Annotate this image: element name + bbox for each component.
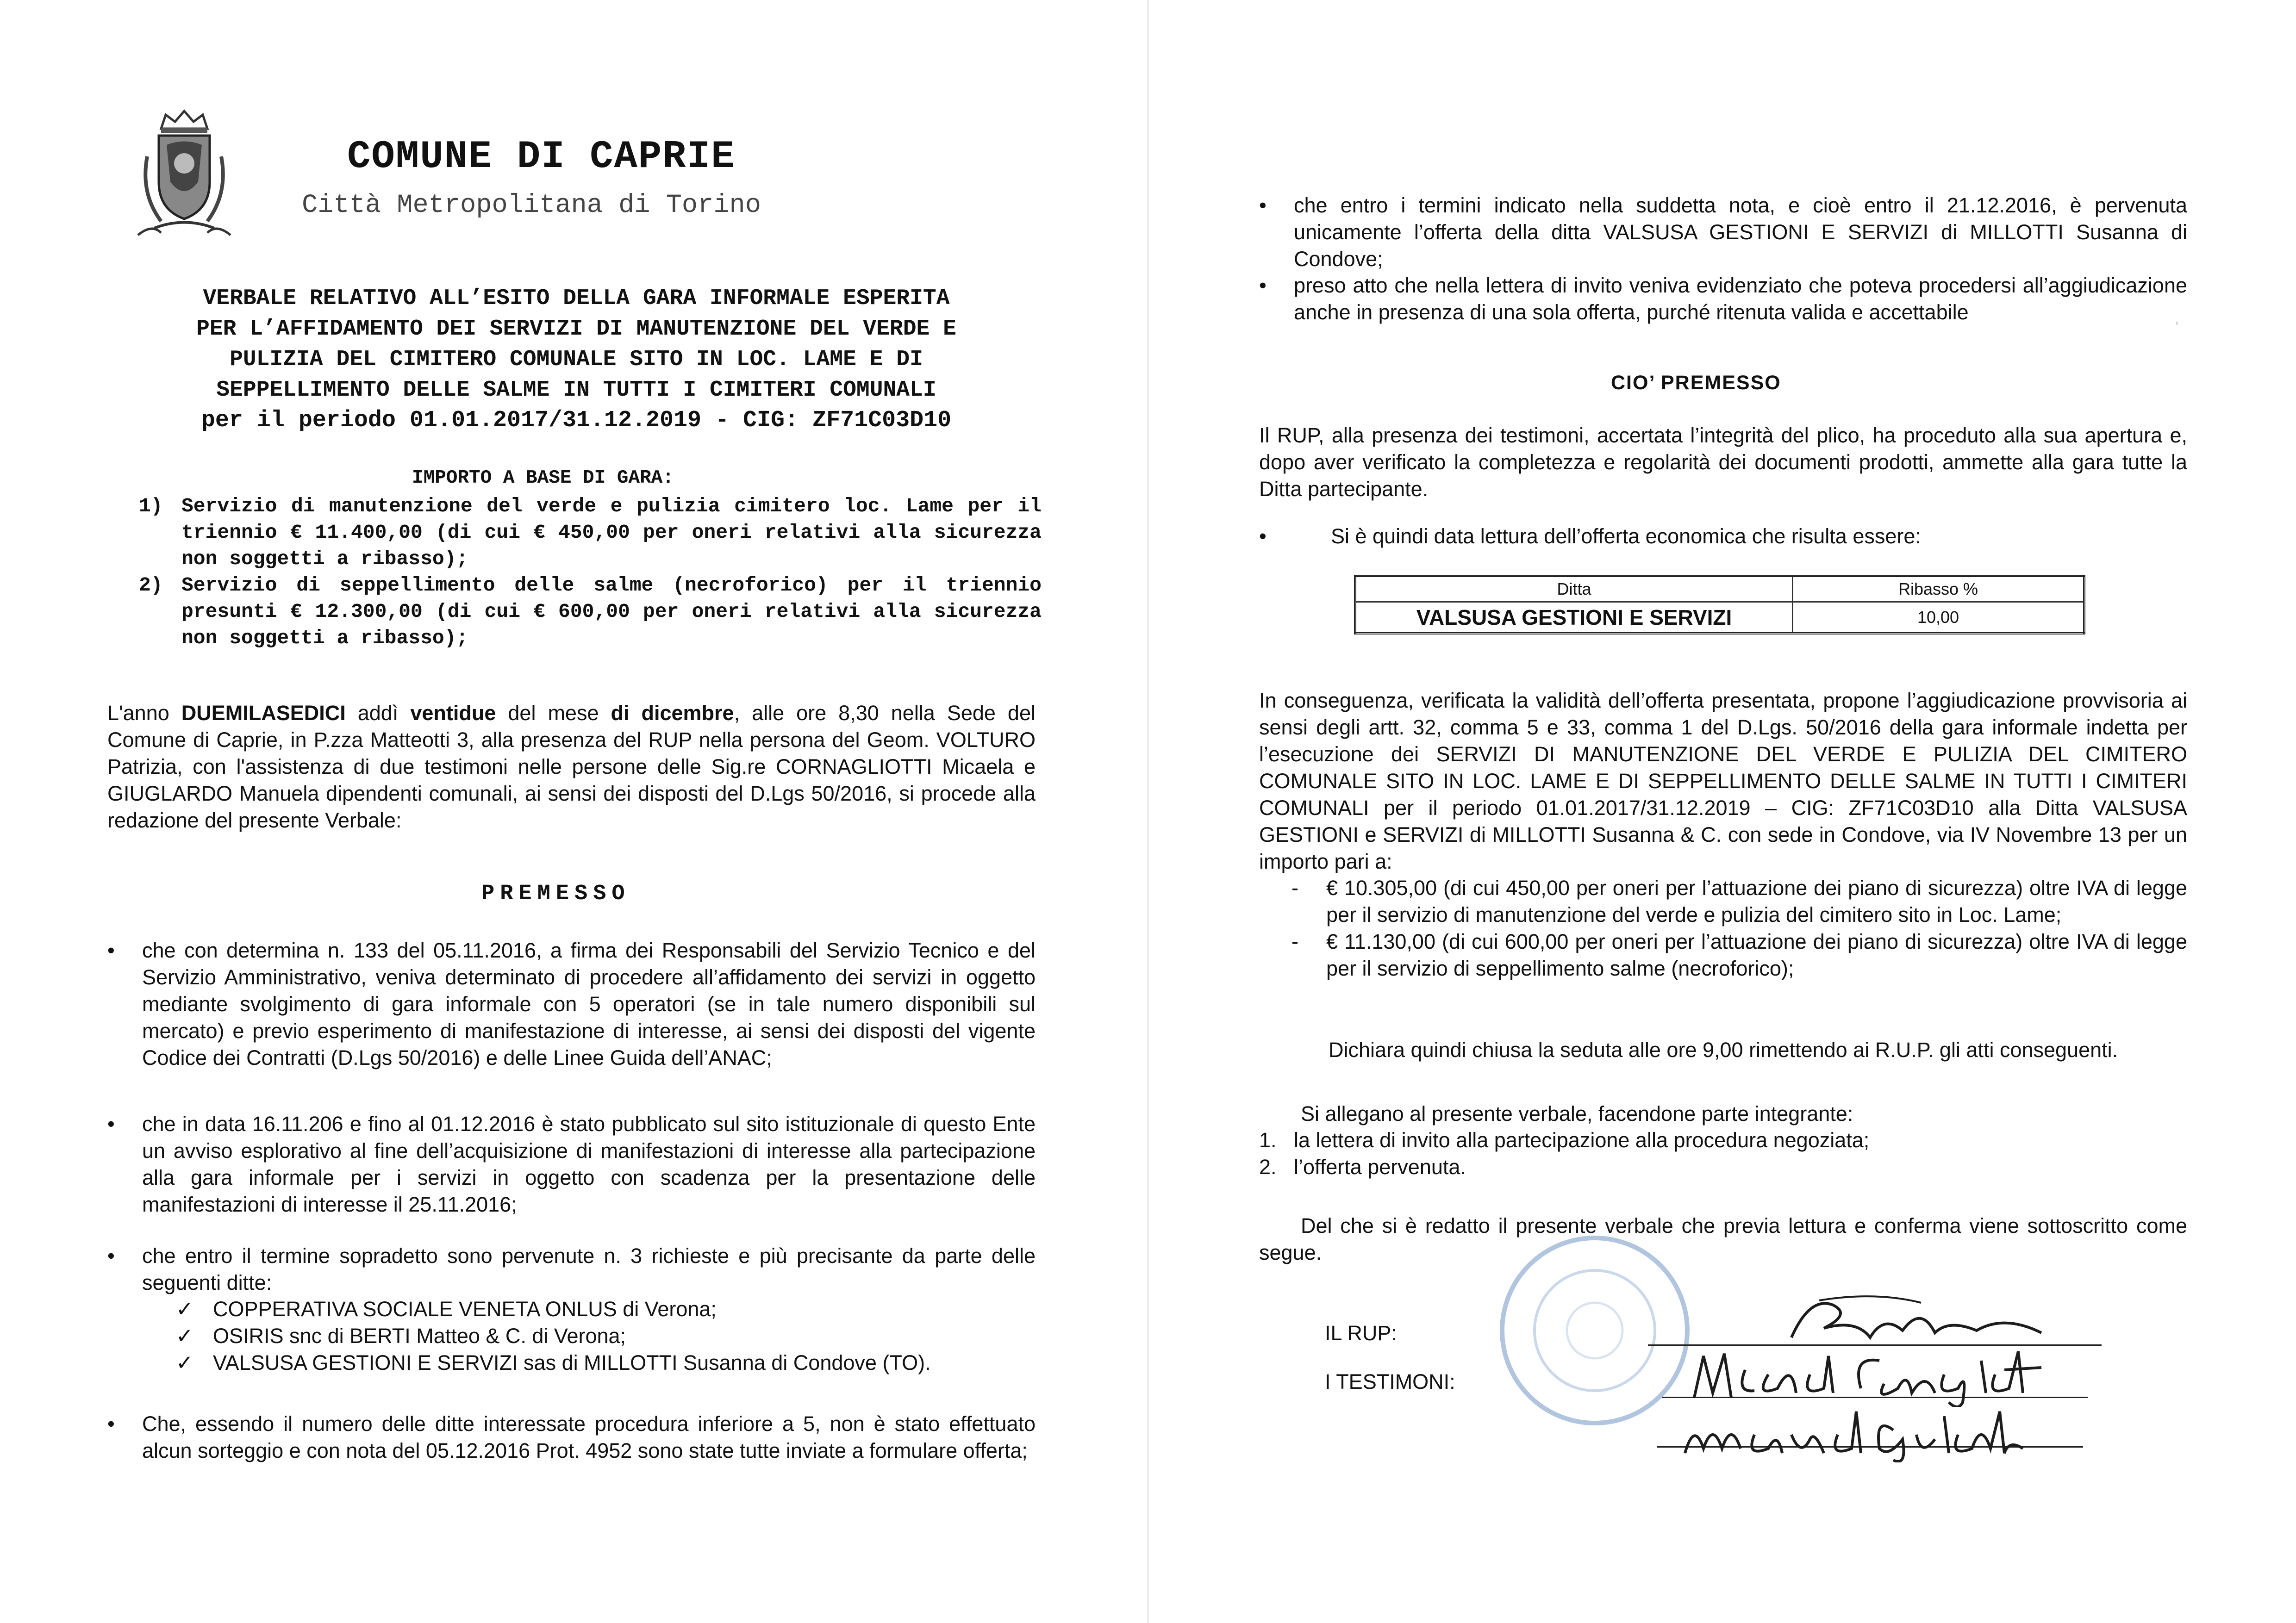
conseguenza-paragraph: In conseguenza, verificata la validità dell’offerta presentata, propone l’aggiudicazione provvisoria ai sensi degli artt. 32, comma 5 e 33, comma 1 del D.Lgs. 50/2016 della gara informale indetta per l’esecuzione dei SERVIZI DI MANUTENZIONE DEL VERDE E PULIZIA DEL CIMITERO COMUNALE SITO IN LOC. LAME E DI SEPPELLIMENTO DELLE SALME IN TUTTI I CIMITERI COMUNALI per il periodo 01.01.2017/31.12.2019 – CIG: ZF71C03D10 alla Ditta VALSUSA GESTIONI e SERVIZI di MILLOTTI Susanna & C. con sede in Condove, via IV Novembre 13 per un importo pari a: [1259, 689, 2187, 873]
premesso-item-text: che con determina n. 133 del 05.11.2016, a firma dei Responsabili del Servizio Tecnico e del Servizio Amministrativo, veniva determinato di procedere all’affidamento dei servizi in oggetto mediante svolgimento di gara informale con 5 operatori (se in tale numero disponibili sul mercato) e previo esperimento di manifestazione di interesse, ai sensi dei disposti del vigente Codice dei Contratti (D.Lgs 50/2016) e delle Linee Guida dell’ANAC; [142, 939, 1036, 1070]
ditta-name: OSIRIS snc di BERTI Matteo & C. di Verona; [213, 1324, 626, 1348]
offer-table [1354, 575, 2085, 634]
intro-text: addì [345, 701, 411, 725]
lettura-text: Si è quindi data lettura dell’offerta economica che risulta essere: [1331, 524, 1921, 548]
allegato-item [1259, 1127, 1869, 1154]
premesso-item [107, 1411, 1036, 1464]
testimoni-label: I TESTIMONI: [1325, 1370, 1455, 1393]
premesso-item-text: Che, essendo il numero delle ditte interessate procedura inferiore a 5, non è stato effettuato alcun sorteggio e con nota del 05.12.2016 Prot. 4952 sono state tutte inviate a formulare offerta; [142, 1412, 1036, 1462]
table-row [1355, 602, 2084, 634]
cell-ditta: VALSUSA GESTIONI E SERVIZI [1355, 602, 1793, 634]
column-header-ribasso: Ribasso % [1793, 576, 2084, 602]
rup-label: IL RUP: [1325, 1321, 1397, 1345]
cio-premesso-heading: CIO’ PREMESSO [1611, 372, 1781, 394]
intro-text: L'anno [107, 701, 181, 725]
intro-day: ventidue [410, 701, 496, 725]
importo-list [139, 493, 1042, 651]
allegato-text: la lettera di invito alla partecipazione alla procedura negoziata; [1294, 1128, 1870, 1152]
dash-bullet-icon: - [1292, 876, 1298, 900]
chiusura-paragraph: Dichiara quindi chiusa la seduta alle ore 9,00 rimettendo ai R.U.P. gli atti conseguenti. [1329, 1038, 2118, 1062]
ditte-list [176, 1296, 931, 1376]
dash-bullet-icon: - [1292, 930, 1298, 953]
allegati-list [1259, 1127, 1869, 1181]
table-header-row [1355, 576, 2084, 602]
bullet-icon: • [1259, 524, 1267, 548]
coat-of-arms-logo [129, 101, 240, 240]
checkmark-icon: ✓ [176, 1324, 193, 1348]
testimone-signature-cornagliotti [1685, 1342, 2083, 1407]
checkmark-icon: ✓ [176, 1351, 193, 1374]
bullet-icon: • [107, 1412, 115, 1436]
ditta-item [176, 1323, 931, 1349]
bullet-icon: • [107, 1244, 115, 1268]
premesso-item-text: che in data 16.11.206 e fino al 01.12.2016 è stato pubblicato sul sito istituzionale di questo Ente un avviso esplorativo al fine dell’acquisizione di manifestazioni di interesse alla partecipazione alla gara informale per i servizi in oggetto con scadenza per la presentazione delle manifestazioni di interesse il 25.11.2016; [142, 1112, 1036, 1216]
document-subject [102, 283, 1051, 436]
importo-item-text: Servizio di manutenzione del verde e pulizia cimitero loc. Lame per il triennio € 11.400,00 (di cui € 450,00 per oneri relativi alla sicurezza non soggetti a ribasso); [181, 495, 1042, 570]
ditta-name: COPPERATIVA SOCIALE VENETA ONLUS di Verona; [213, 1297, 717, 1321]
amount-item [1292, 928, 2187, 982]
column-header-ditta: Ditta [1355, 576, 1793, 602]
lettura-item [1259, 523, 2187, 550]
scan-artifact: ' [2176, 319, 2178, 335]
intro-text: , alle ore 8,30 nella Sede del Comune di Caprie, in P.zza Matteotti 3, alla presenza del RUP nella persona del Geom. VOLTURO Patrizia, con l'assistenza di due testimoni nelle persone delle Sig.re CORNAGLIOTTI Micaela e GIUGLARDO Manuela dipendenti comunali, ai sensi dei disposti del D.Lgs 50/2016, si procede alla redazione del presente Verbale: [107, 701, 1036, 832]
closing-paragraph: Del che si è redatto il presente verbale che previa lettura e conferma viene sottoscritto come segue. [1259, 1214, 2187, 1264]
premesso-item [107, 1243, 1036, 1296]
ditta-item [176, 1296, 931, 1323]
importo-item-number: 1) [139, 495, 163, 517]
amounts-list [1292, 875, 2187, 982]
premesso-item-text: che entro i termini indicato nella suddetta nota, e cioè entro il 21.12.2016, è pervenuta unicamente l’offerta della ditta VALSUSA GESTIONI E SERVIZI di MILLOTTI Susanna di Condove; [1294, 193, 2187, 271]
premesso-item [1259, 192, 2187, 273]
premesso-item-text: che entro il termine sopradetto sono pervenute n. 3 richieste e più precisante da parte delle seguenti ditte: [142, 1244, 1036, 1294]
allegati-intro: Si allegano al presente verbale, facendone parte integrante: [1301, 1102, 1853, 1126]
premesso-item-text: preso atto che nella lettera di invito veniva evidenziato che poteva procedersi all’aggiudicazione anche in presenza di una sola offerta, purché ritenuta valida e accettabile [1294, 274, 2187, 324]
bullet-icon: • [107, 1112, 115, 1136]
premesso-item [1259, 272, 2187, 326]
amount-item [1292, 875, 2187, 928]
allegato-text: l’offerta pervenuta. [1294, 1155, 1466, 1179]
subject-line: PER L’AFFIDAMENTO DEI SERVIZI DI MANUTENZIONE DEL VERDE E [196, 317, 956, 342]
intro-month: di dicembre [611, 701, 734, 725]
premesso-item [107, 1111, 1036, 1218]
ditta-item [176, 1349, 931, 1376]
bullet-icon: • [107, 939, 115, 962]
importo-item-text: Servizio di seppellimento delle salme (necroforico) per il triennio presunti € 12.300,00 (di cui € 600,00 per oneri relativi alla sicurezza non soggetti a ribasso); [181, 574, 1042, 649]
importo-item-number: 2) [139, 574, 163, 597]
bullet-icon: • [1259, 193, 1267, 217]
page-title: COMUNE DI CAPRIE [347, 135, 736, 179]
checkmark-icon: ✓ [176, 1297, 193, 1321]
intro-text: del mese [496, 701, 611, 725]
cell-ribasso: 10,00 [1793, 602, 2084, 634]
page-subtitle: Città Metropolitana di Torino [302, 191, 761, 220]
rup-paragraph: Il RUP, alla presenza dei testimoni, accertata l’integrità del plico, ha proceduto alla sua apertura e, dopo aver verificato la completezza e regolarità dei documenti prodotti, ammette alla gara tutte la Ditta partecipante. [1259, 423, 2187, 501]
importo-heading: IMPORTO A BASE DI GARA: [412, 467, 674, 489]
testimone-signature-giuglardo [1676, 1402, 2037, 1462]
municipal-stamp [1495, 1231, 1694, 1430]
subject-line: VERBALE RELATIVO ALL’ESITO DELLA GARA INFORMALE ESPERITA [203, 286, 950, 311]
subject-line: per il periodo 01.01.2017/31.12.2019 - CIG: ZF71C03D10 [201, 407, 952, 434]
subject-line: SEPPELLIMENTO DELLE SALME IN TUTTI I CIMITERI COMUNALI [216, 378, 936, 403]
rup-signature [1782, 1287, 2069, 1351]
importo-item [139, 572, 1042, 651]
ditta-name: VALSUSA GESTIONI E SERVIZI sas di MILLOTTI Susanna di Condove (TO). [213, 1351, 931, 1374]
amount-text: € 10.305,00 (di cui 450,00 per oneri per l’attuazione dei piano di sicurezza) oltre IVA di legge per il servizio di manutenzione del verde e pulizia del cimitero sito in Loc. Lame; [1326, 876, 2187, 927]
allegato-number: 1. [1259, 1128, 1277, 1152]
amount-text: € 11.130,00 (di cui 600,00 per oneri per l’attuazione dei piano di sicurezza) oltre IVA di legge per il servizio di seppellimento salme (necroforico); [1326, 930, 2187, 980]
bullet-icon: • [1259, 274, 1267, 297]
importo-item [139, 493, 1042, 572]
allegato-item [1259, 1154, 1869, 1181]
premesso-heading: PREMESSO [481, 882, 630, 906]
page-fold [1147, 0, 1149, 1623]
intro-year: DUEMILASEDICI [181, 701, 346, 725]
allegato-number: 2. [1259, 1155, 1277, 1179]
subject-line: PULIZIA DEL CIMITERO COMUNALE SITO IN LOC. LAME E DI [230, 347, 923, 372]
intro-paragraph [107, 700, 1036, 834]
premesso-item [107, 937, 1036, 1071]
